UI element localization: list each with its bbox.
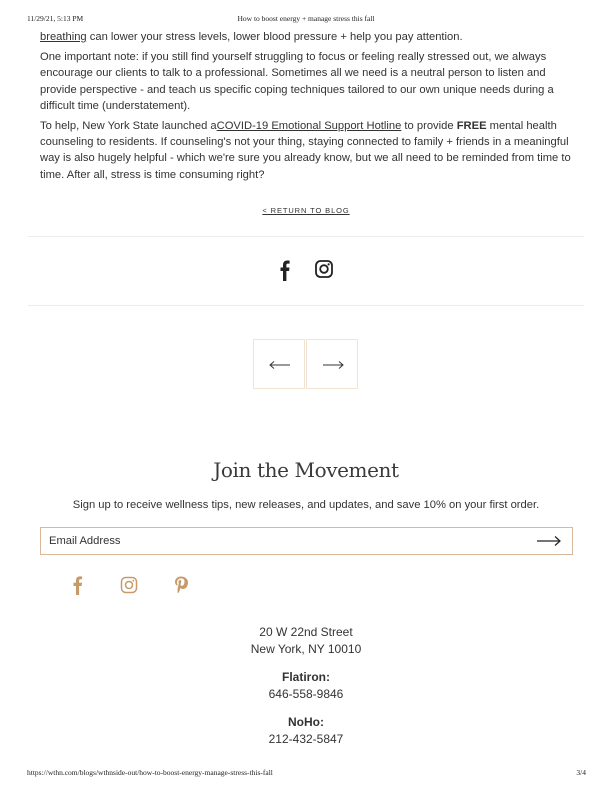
phone-number[interactable]: 212-432-5847 bbox=[268, 731, 344, 746]
newsletter-title: Join the Movement bbox=[213, 458, 399, 482]
return-to-blog-row bbox=[0, 206, 612, 215]
pinterest-icon[interactable] bbox=[173, 575, 189, 595]
location-label: Flatiron: bbox=[282, 670, 330, 684]
store-address bbox=[0, 624, 612, 747]
divider bbox=[28, 236, 584, 237]
email-input[interactable] bbox=[49, 532, 509, 550]
arrow-right-icon bbox=[321, 359, 345, 371]
instagram-share-icon[interactable] bbox=[314, 259, 334, 279]
previous-post-button[interactable] bbox=[253, 339, 305, 389]
submit-arrow-icon[interactable] bbox=[536, 534, 562, 548]
city-address: New York, NY 10010 bbox=[250, 641, 362, 656]
free-emphasis: FREE bbox=[456, 120, 487, 133]
share-icons bbox=[0, 258, 612, 282]
article-text: To help, New York State launched a bbox=[40, 120, 217, 133]
newsletter-form bbox=[40, 527, 573, 555]
article-paragraph bbox=[40, 29, 574, 45]
breathing-link[interactable]: breathing bbox=[40, 31, 87, 43]
arrow-left-icon bbox=[268, 359, 292, 371]
street-address: 20 W 22nd Street bbox=[259, 625, 353, 639]
article-text: mental health counseling to residents. If counseling's not your thing, staying connected to family + friends in a meaningful way is also hugely helpful - which we're sure you already know, but we all need to be reminded from time to time. After all, stress is time consuming right? bbox=[40, 120, 571, 181]
divider bbox=[28, 305, 584, 306]
post-pager bbox=[253, 339, 359, 391]
article-text: to provide bbox=[401, 120, 457, 133]
article-text: can lower your stress levels, lower blood pressure + help you pay attention. bbox=[86, 31, 463, 43]
print-url: https://wthn.com/blogs/wthnside-out/how-to-boost-energy-manage-stress-this-fall bbox=[27, 768, 273, 777]
article-body bbox=[40, 29, 574, 183]
print-header bbox=[0, 14, 612, 26]
newsletter-subtitle: Sign up to receive wellness tips, new releases, and updates, and save 10% on your first order. bbox=[72, 499, 540, 511]
next-post-button[interactable] bbox=[306, 339, 358, 389]
covid-hotline-link[interactable]: COVID-19 Emotional Support Hotline bbox=[216, 120, 402, 133]
phone-number[interactable]: 646-558-9846 bbox=[268, 686, 344, 701]
page-number: 3/4 bbox=[576, 768, 586, 777]
print-page-title: How to boost energy + manage stress this fall bbox=[237, 14, 375, 23]
article-paragraph bbox=[40, 118, 574, 183]
location-label: NoHo: bbox=[288, 715, 324, 729]
location-noho bbox=[0, 714, 612, 747]
facebook-share-icon[interactable] bbox=[276, 259, 294, 281]
location-flatiron bbox=[0, 669, 612, 702]
return-to-blog-link[interactable]: < RETURN TO BLOG bbox=[262, 206, 350, 215]
facebook-icon[interactable] bbox=[72, 575, 84, 595]
instagram-icon[interactable] bbox=[120, 576, 138, 594]
article-paragraph: One important note: if you still find yourself struggling to focus or feeling really stressed out, we always encourage our clients to talk to a professional. Sometimes all we need is a neutral person to listen and provide perspective - and teach us specific coping techniques tailored to our own unique needs during a difficult time (understatement). bbox=[40, 51, 554, 112]
print-datetime: 11/29/21, 5:13 PM bbox=[27, 14, 84, 23]
footer-social-links bbox=[0, 575, 612, 597]
